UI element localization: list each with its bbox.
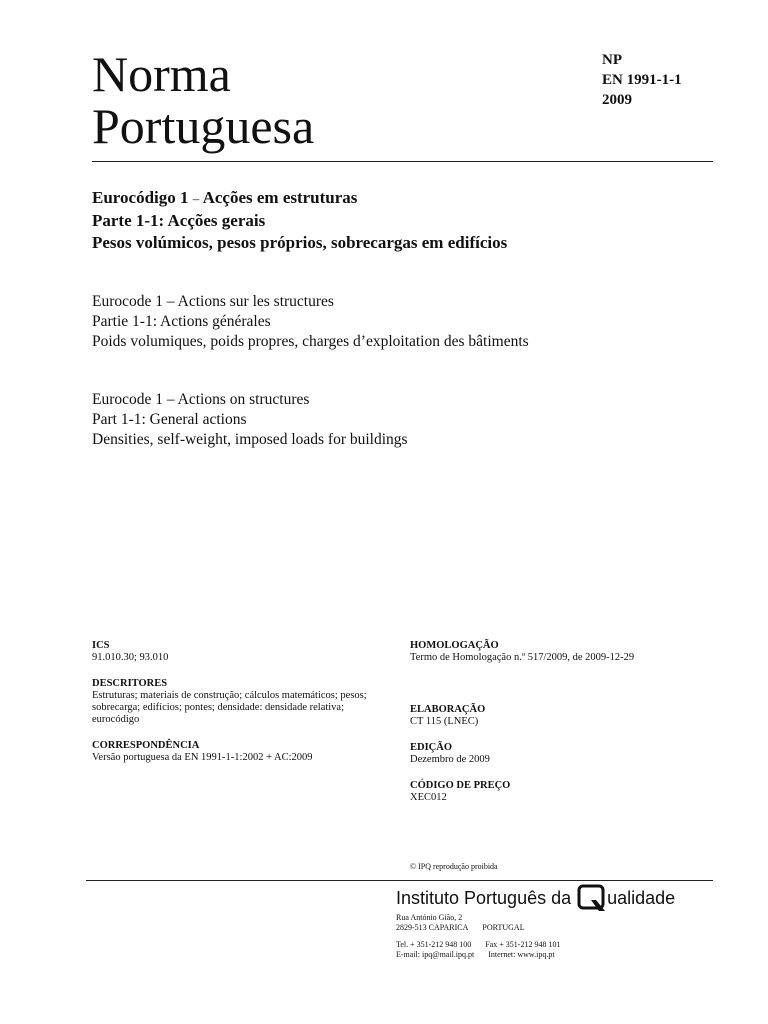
descritores-block	[92, 678, 392, 726]
title-en-line-2: Part 1-1: General actions	[92, 411, 247, 428]
codigo-preco-value: XEC012	[410, 792, 447, 803]
descritores-label: DESCRITORES	[92, 678, 168, 689]
contact-website[interactable]: Internet: www.ipq.pt	[488, 950, 555, 959]
elaboracao-label: ELABORAÇÃO	[410, 704, 486, 715]
title-en-line-1: Eurocode 1 – Actions on structures	[92, 391, 310, 408]
copyright-notice: © IPQ reprodução proibida	[410, 862, 498, 871]
institute-prefix: Instituto Português da	[396, 888, 572, 908]
title-en-line-3: Densities, self-weight, imposed loads for buildings	[92, 431, 408, 448]
title-english	[92, 390, 408, 450]
title-pt-dash: –	[192, 191, 200, 206]
correspondencia-block	[92, 740, 392, 764]
address-country: PORTUGAL	[482, 923, 525, 932]
homologacao-label: HOMOLOGAÇÃO	[410, 640, 499, 651]
homologacao-block	[410, 640, 710, 664]
header-divider	[92, 161, 713, 162]
contact-email[interactable]: E-mail: ipq@mail.ipq.pt	[396, 950, 475, 959]
elaboracao-value: CT 115 (LNEC)	[410, 716, 479, 727]
title-fr-line-3: Poids volumiques, poids propres, charges d’exploitation des bâtiments	[92, 333, 529, 350]
contact-web-line	[396, 950, 560, 960]
title-pt-line-3: Pesos volúmicos, pesos próprios, sobrecargas em edifícios	[92, 233, 508, 252]
elaboracao-block	[410, 704, 710, 728]
contact-fax: Fax + 351-212 948 101	[485, 940, 561, 949]
title-fr-line-1: Eurocode 1 – Actions sur les structures	[92, 293, 334, 310]
address-city: 2829-513 CAPARICA	[396, 923, 469, 932]
ipq-q-logo-icon	[577, 884, 607, 912]
doc-id-number: EN 1991-1-1	[602, 72, 682, 88]
contact-tel: Tel. + 351-212 948 100	[396, 940, 472, 949]
title-pt-line-1	[92, 187, 507, 210]
metadata-right-column	[410, 640, 710, 818]
ics-label: ICS	[92, 640, 110, 651]
descritores-value: Estruturas; materiais de construção; cálculos matemáticos; pesos; sobrecarga; edifícios; pontes; densidade: densidade relativa; eurocódigo	[92, 690, 367, 725]
address-city-line	[396, 923, 525, 933]
codigo-preco-block	[410, 780, 710, 804]
title-pt-line-2: Parte 1-1: Acções gerais	[92, 211, 266, 230]
doc-id-prefix: NP	[602, 52, 622, 68]
standard-identifier	[602, 50, 682, 110]
correspondencia-value: Versão portuguesa da EN 1991-1-1:2002 + AC:2009	[92, 752, 313, 763]
title-fr-line-2: Partie 1-1: Actions générales	[92, 313, 271, 330]
ics-block	[92, 640, 392, 664]
edicao-block	[410, 742, 710, 766]
institute-contact	[396, 940, 560, 960]
ics-value: 91.010.30; 93.010	[92, 652, 169, 663]
institute-address	[396, 913, 525, 933]
institute-name	[396, 884, 675, 912]
institute-suffix: ualidade	[607, 888, 676, 908]
edicao-value: Dezembro de 2009	[410, 754, 490, 765]
contact-phone-line	[396, 940, 560, 950]
brand-line-2: Portuguesa	[92, 98, 315, 154]
title-pt-subject: Acções em estruturas	[202, 188, 358, 207]
title-pt-eurocode: Eurocódigo 1	[92, 188, 189, 207]
title-french	[92, 292, 529, 352]
doc-id-year: 2009	[602, 92, 632, 108]
footer-divider	[86, 880, 713, 881]
edicao-label: EDIÇÃO	[410, 742, 453, 753]
correspondencia-label: CORRESPONDÊNCIA	[92, 740, 200, 751]
address-street: Rua António Gião, 2	[396, 913, 463, 922]
homologacao-value: Termo de Homologação n.º 517/2009, de 2009-12-29	[410, 652, 635, 663]
metadata-left-column	[92, 640, 392, 778]
norma-portuguesa-title	[92, 48, 314, 152]
brand-line-1: Norma	[92, 46, 231, 102]
codigo-preco-label: CÓDIGO DE PREÇO	[410, 780, 511, 791]
title-portuguese	[92, 187, 507, 254]
